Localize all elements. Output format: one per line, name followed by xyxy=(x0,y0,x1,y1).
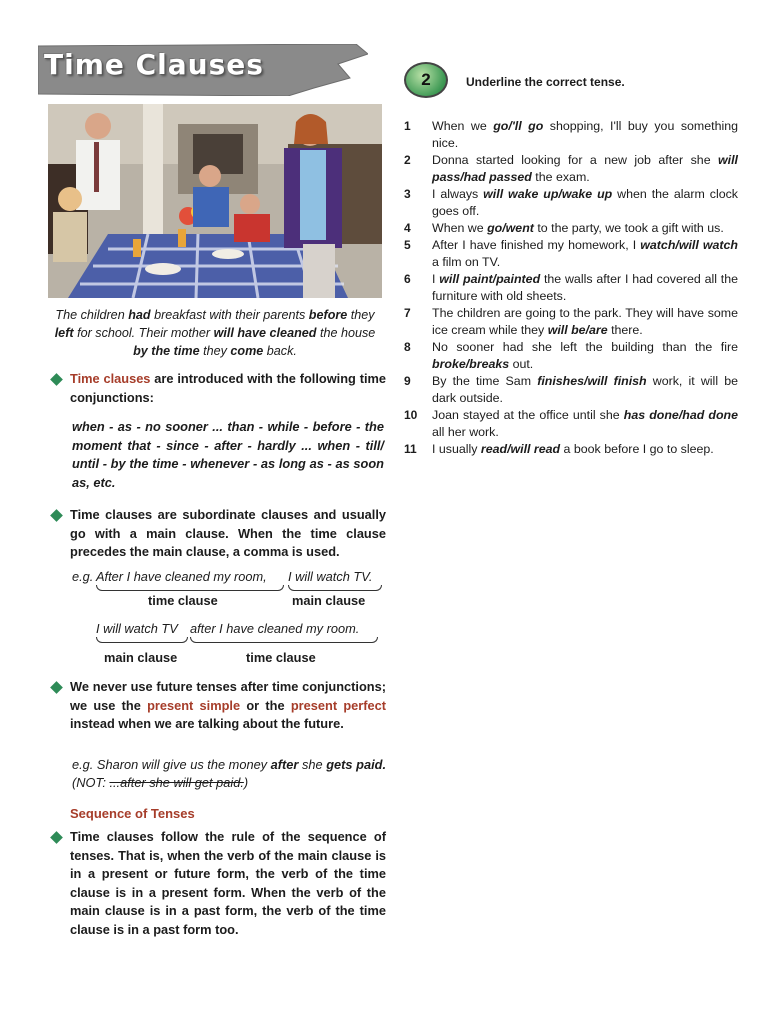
rule-time-conjunctions xyxy=(70,370,386,407)
caption-text: they xyxy=(347,308,375,322)
exercise-item xyxy=(404,305,738,339)
exercise-item xyxy=(404,441,738,458)
caption-bold: left xyxy=(54,326,74,340)
tense-choice[interactable]: will be/are xyxy=(547,323,608,337)
exercise-text: all her work. xyxy=(432,425,499,439)
label-main-clause: main clause xyxy=(104,650,178,665)
exercise-item-text xyxy=(432,220,738,237)
highlight-term: Time clauses xyxy=(70,371,151,386)
example-text: e.g. Sharon will give us the money xyxy=(72,757,271,772)
brace-time-clause xyxy=(96,585,284,591)
tense-choice[interactable]: will pass/had passed xyxy=(432,153,738,184)
caption-text: they xyxy=(199,344,231,358)
rule-text: instead when we are talking about the future. xyxy=(70,716,344,731)
tense-choice[interactable]: finishes/will finish xyxy=(537,374,647,388)
exercise-item-text xyxy=(432,441,738,458)
family-breakfast-photo xyxy=(48,104,382,298)
exercise-item-number: 4 xyxy=(404,221,411,235)
exercise-text: a book before I go to sleep. xyxy=(560,442,714,456)
section-heading: Sequence of Tenses xyxy=(70,806,195,821)
example-main-clause: I will watch TV xyxy=(96,621,178,636)
brace-time-clause xyxy=(190,637,378,643)
tense-choice[interactable]: has done/had done xyxy=(623,408,738,422)
rule-subordinate-clauses: Time clauses are subordinate clauses and usually go with a main clause. When the time clause precedes the main clause, a comma is used. xyxy=(70,507,386,559)
example-time-clause: after I have cleaned my room. xyxy=(190,621,360,636)
brace-main-clause xyxy=(288,585,382,591)
caption-text: the house xyxy=(316,326,376,340)
caption-bold: will have cleaned xyxy=(213,326,317,340)
exercise-item-number: 2 xyxy=(404,153,411,167)
exercise-item-text xyxy=(432,186,738,220)
rule-sequence-of-tenses: Time clauses follow the rule of the sequence of tenses. That is, when the verb of the main clause is in a present or future form, the verb of the time clause is in a present form. When the verb of the main clause is in a past form, the verb of the time clause is in a past form too. xyxy=(70,829,386,937)
exercise-text: The children are going to the park. They will have some ice cream while they xyxy=(432,306,738,337)
exercise-item-number: 11 xyxy=(404,442,417,456)
example-text: ) xyxy=(243,775,249,790)
exercise-item-text xyxy=(432,118,738,152)
caption-bold: before xyxy=(308,308,348,322)
example-sentence xyxy=(72,756,386,792)
page-title: Time Clauses xyxy=(44,48,264,81)
exercise-text: work, it will be dark outside. xyxy=(432,374,739,405)
rule-bullet-icon xyxy=(50,681,63,694)
exercise-instruction: Underline the correct tense. xyxy=(466,75,625,89)
tense-choice[interactable]: go/'ll go xyxy=(493,119,544,133)
tense-choice[interactable]: will wake up/wake up xyxy=(483,187,613,201)
exercise-text: I xyxy=(432,272,440,286)
caption-text: The children xyxy=(55,308,129,322)
exercise-item xyxy=(404,271,738,305)
exercise-item-number: 1 xyxy=(404,119,411,133)
example-bold: gets paid. xyxy=(326,757,386,772)
example-text: (NOT: xyxy=(72,775,110,790)
exercise-text: Donna started looking for a new job after she xyxy=(432,153,719,167)
exercise-number: 2 xyxy=(421,70,431,89)
exercise-text: there. xyxy=(607,323,643,337)
exercise-text: I always xyxy=(432,187,484,201)
caption-text: breakfast with their parents xyxy=(150,308,309,322)
exercise-item xyxy=(404,237,738,271)
exercise-item xyxy=(404,373,738,407)
photo-caption xyxy=(48,306,382,360)
conjunction-list: when - as - no sooner ... than - while - before - the moment that - since - after - hardly ... when - till/ until - by the time - whenever - as long as - as soon as, etc. xyxy=(72,419,384,490)
caption-bold: had xyxy=(128,308,151,322)
label-time-clause: time clause xyxy=(246,650,316,665)
caption-bold: come xyxy=(230,344,264,358)
exercise-text: When we xyxy=(432,119,494,133)
rule-no-future-tenses xyxy=(70,678,386,734)
exercise-item-text xyxy=(432,373,738,407)
exercise-text: a film on TV. xyxy=(432,255,501,269)
rule-bullet-icon xyxy=(50,831,63,844)
label-time-clause: time clause xyxy=(148,593,218,608)
exercise-item-text xyxy=(432,237,738,271)
brace-main-clause xyxy=(96,637,188,643)
exercise-text: the walls after I had covered all the furniture with old sheets. xyxy=(432,272,738,303)
exercise-item-text xyxy=(432,305,738,339)
exercise-text: shopping, I'll buy you something nice. xyxy=(432,119,739,150)
exercise-text: when the alarm clock goes off. xyxy=(432,187,738,218)
rule-bullet-icon xyxy=(50,373,63,386)
tense-choice[interactable]: will paint/painted xyxy=(439,272,541,286)
exercise-text: the exam. xyxy=(531,170,590,184)
exercise-item-number: 9 xyxy=(404,374,411,388)
tense-choice[interactable]: broke/breaks xyxy=(432,357,510,371)
example-time-clause: After I have cleaned my room, xyxy=(96,569,267,584)
rule-text: or the xyxy=(240,697,291,713)
exercise-text: After I have finished my homework, I xyxy=(432,238,641,252)
tense-choice[interactable]: watch/will watch xyxy=(640,238,738,252)
exercise-item-text xyxy=(432,339,738,373)
highlight-term: present simple xyxy=(147,697,241,713)
caption-bold: by the time xyxy=(133,344,200,358)
tense-choice[interactable]: go/went xyxy=(487,221,534,235)
tense-choice[interactable]: read/will read xyxy=(480,442,561,456)
exercise-text: to the party, we took a gift with us. xyxy=(533,221,724,235)
exercise-item-text xyxy=(432,271,738,305)
label-main-clause: main clause xyxy=(292,593,366,608)
rule-bullet-icon xyxy=(50,509,63,522)
example-eg-label: e.g. xyxy=(72,569,94,584)
exercise-text: When we xyxy=(432,221,488,235)
exercise-item-number: 5 xyxy=(404,238,411,252)
exercise-item xyxy=(404,407,738,441)
exercise-text: By the time Sam xyxy=(432,374,538,388)
exercise-item xyxy=(404,220,738,237)
exercise-number-badge xyxy=(404,62,448,98)
exercise-text: No sooner had she left the building than the fire xyxy=(432,340,738,354)
exercise-item xyxy=(404,152,738,186)
exercise-item-number: 6 xyxy=(404,272,411,286)
exercise-item xyxy=(404,186,738,220)
caption-text: for school. Their mother xyxy=(73,326,214,340)
exercise-text: out. xyxy=(509,357,534,371)
example-strikethrough: ...after she will get paid. xyxy=(109,775,244,790)
caption-text: back. xyxy=(263,344,297,358)
rule-text: We never use future tenses after time conjunctions; we use the xyxy=(70,679,386,713)
exercise-item xyxy=(404,118,738,152)
rule-text: are introduced with the following time conjunctions: xyxy=(70,371,387,405)
highlight-term: present perfect xyxy=(290,697,387,713)
exercise-item-text xyxy=(432,407,738,441)
exercise-list xyxy=(404,118,738,458)
exercise-item-number: 7 xyxy=(404,306,411,320)
exercise-item xyxy=(404,339,738,373)
example-text: she xyxy=(298,757,327,772)
exercise-text: Joan stayed at the office until she xyxy=(432,408,624,422)
exercise-item-number: 3 xyxy=(404,187,411,201)
exercise-item-text xyxy=(432,152,738,186)
example-main-clause: I will watch TV. xyxy=(288,569,373,584)
exercise-text: I usually xyxy=(432,442,481,456)
example-bold: after xyxy=(270,757,299,772)
exercise-item-number: 10 xyxy=(404,408,418,422)
exercise-item-number: 8 xyxy=(404,340,411,354)
